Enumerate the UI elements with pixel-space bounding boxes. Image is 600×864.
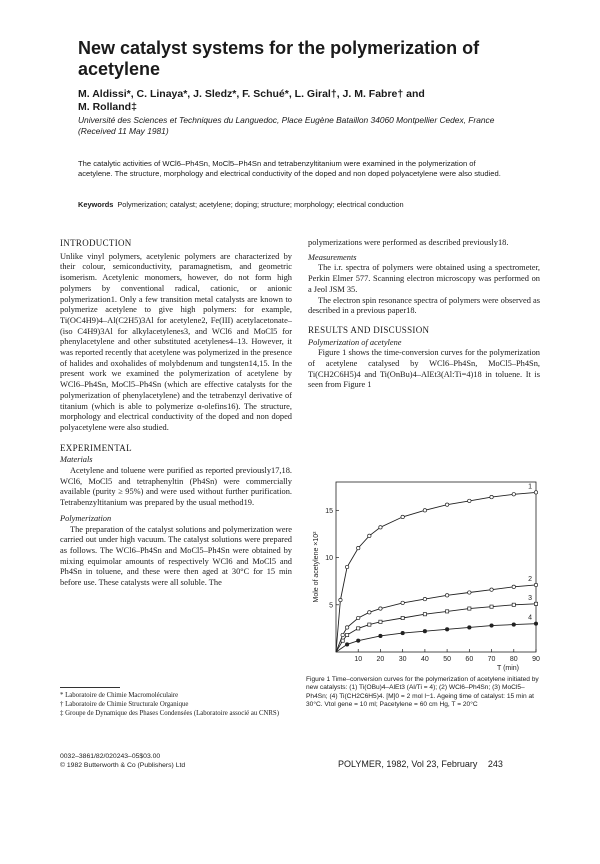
series-1-point-6 xyxy=(401,515,404,518)
keywords xyxy=(78,200,508,210)
series-2-point-7 xyxy=(423,597,426,600)
measurements-heading: Measurements xyxy=(308,252,357,262)
series-4-point-7 xyxy=(468,626,471,629)
series-1-point-8 xyxy=(445,503,448,506)
series-1-point-12 xyxy=(534,491,537,494)
series-4-point-10 xyxy=(534,622,537,625)
footnote-rule xyxy=(60,687,120,688)
copyright: © 1982 Butterworth & Co (Publishers) Ltd xyxy=(60,762,186,769)
figure-1-chart xyxy=(300,460,550,675)
publication-info xyxy=(60,752,300,770)
series-2-point-5 xyxy=(379,607,382,610)
series-3-point-7 xyxy=(423,613,426,616)
introduction-text: Unlike vinyl polymers, acetylenic polymers are characterized by their colour, semiconductivity, paramagnetism, and geometric isomerism. Acetylenic monomers, however, do not form high polymers by conventional radical, cationic, or anionic polymerization1. Only a few transition metal catalysts are known to polymerize acetylene to give high polymers: for example, Ti(OC4H9)4–Al(C2H5)3Al for acetylene2, Fe(III) acetylacetonate–(iso C4H9)3Al for alkylacetylenes3, and WCl6 and MoCl5 for phenylacetylene and other substituted acetylenes4–13. However, it was reported recently that acetylene was polymerized in the presence of halides and oxohalides of molybdenum and tungsten14,15. In the present work we examined the polymerization of acetylene by WCl6–Ph4Sn, MoCl5–Ph4Sn (which are effective catalysts for the polymerization of phenylacetylene) and the tetrabenzyl derivative of titanium (which is able to polymerize α-olefins16). The structure, morphology and electrical conductivity of the doped and non doped polyacetylene were also studied. xyxy=(60,251,292,432)
author-list xyxy=(78,88,498,114)
received-date: (Received 11 May 1981) xyxy=(78,126,169,136)
y-tick-label-2: 15 xyxy=(325,507,333,515)
series-line-4 xyxy=(336,624,536,652)
left-column xyxy=(60,238,292,589)
series-2-point-6 xyxy=(401,601,404,604)
series-2-point-10 xyxy=(490,588,493,591)
keywords-label: Keywords xyxy=(78,200,114,209)
series-4-point-3 xyxy=(379,634,382,637)
x-tick-label-7: 80 xyxy=(509,656,518,663)
series-3-point-10 xyxy=(490,605,493,608)
series-4-point-2 xyxy=(357,639,360,642)
series-1-point-2 xyxy=(345,565,348,568)
series-3-point-4 xyxy=(368,623,371,626)
affiliation-block xyxy=(78,115,508,137)
series-label-4: 4 xyxy=(528,614,532,622)
y-tick-label-1: 10 xyxy=(325,555,333,563)
introduction-heading: INTRODUCTION xyxy=(60,238,132,248)
right-column xyxy=(308,238,540,391)
series-4-point-6 xyxy=(445,628,448,631)
series-3-point-8 xyxy=(446,610,449,613)
x-axis-label: T (min) xyxy=(496,665,520,672)
series-1-point-1 xyxy=(339,598,342,601)
page-number: 243 xyxy=(487,759,503,769)
series-4-point-8 xyxy=(490,624,493,627)
series-line-2 xyxy=(336,585,536,652)
continuation-text: polymerizations were performed as described previously18. xyxy=(308,238,509,247)
footnote-2: † Laboratoire de Chimie Structurale Organique xyxy=(60,701,189,708)
series-2-point-4 xyxy=(368,611,371,614)
experimental-heading: EXPERIMENTAL xyxy=(60,442,132,453)
authors-line-2: M. Rolland‡ xyxy=(78,101,137,113)
series-4-point-1 xyxy=(345,643,348,646)
x-tick-label-5: 60 xyxy=(465,656,474,663)
series-label-2: 2 xyxy=(528,575,532,583)
series-3-point-5 xyxy=(379,620,382,623)
series-3-point-12 xyxy=(534,602,537,605)
series-4-point-4 xyxy=(401,631,404,634)
series-2-point-3 xyxy=(357,616,360,619)
series-2-point-1 xyxy=(341,633,344,636)
series-2-point-9 xyxy=(468,591,471,594)
x-tick-label-8: 90 xyxy=(532,656,540,663)
figure-caption: Figure 1 Time–conversion curves for the polymerization of acetylene initiated by new catalysts: (1) Ti(OBu)4–AlEt3 (Al/Ti = 4); (2) WCl6–Ph4Sn; (3) MoCl5–Ph4Sn; (4) Ti(CH2C6H5)4. [M]0 = 2 mol l−1. Ageing time of catalyst: 15 min at 30°C. Vtol gene = 10 ml; Pacetylene = 60 cm Hg, T = 20°C xyxy=(306,676,539,709)
series-line-1 xyxy=(336,492,536,652)
measurements-text: The i.r. spectra of polymers were obtained using a spectrometer, Perkin Elmer 577. Scanning electron microscopy was performed on a Jeol JSM 35. xyxy=(308,263,540,294)
series-label-3: 3 xyxy=(528,594,532,602)
x-tick-label-3: 40 xyxy=(420,656,429,663)
series-2-point-2 xyxy=(345,626,348,629)
materials-heading: Materials xyxy=(60,455,93,465)
series-1-point-5 xyxy=(379,526,382,529)
series-4-point-5 xyxy=(423,630,426,633)
series-3-point-3 xyxy=(357,627,360,630)
materials-text: Acetylene and toluene were purified as reported previously17,18. WCl6, MoCl5 and tetraphenyltin (Ph4Sn) were commercially available (purity ≥ 95%) and were used without further purification. Tetrabenzyltitanium was prepared by the usual method19. xyxy=(60,466,292,508)
series-3-point-11 xyxy=(512,603,515,606)
series-3-point-2 xyxy=(346,633,349,636)
series-3-point-6 xyxy=(401,616,404,619)
series-line-3 xyxy=(336,604,536,652)
series-1-point-11 xyxy=(512,493,515,496)
series-4-point-9 xyxy=(512,623,515,626)
keywords-text: Polymerization; catalyst; acetylene; doping; structure; morphology; electrical conduction xyxy=(117,200,404,209)
series-1-point-10 xyxy=(490,495,493,498)
results-heading: RESULTS AND DISCUSSION xyxy=(308,324,430,335)
series-2-point-8 xyxy=(445,594,448,597)
polymerization-heading: Polymerization xyxy=(60,513,112,523)
footnote-3: ‡ Groupe de Dynamique des Phases Condensées (Laboratoire associé au CNRS) xyxy=(60,710,279,717)
series-1-point-7 xyxy=(423,509,426,512)
series-2-point-11 xyxy=(512,585,515,588)
article-title: New catalyst systems for the polymerization of acetylene xyxy=(78,38,480,79)
y-tick-label-0: 5 xyxy=(329,602,333,610)
esr-text: The electron spin resonance spectra of polymers were observed as described in a previous paper18. xyxy=(308,295,540,316)
abstract: The catalytic activities of WCl6–Ph4Sn, MoCl5–Ph4Sn and tetrabenzyltitanium were examined in the polymerization of acetylene. The structure, morphology and electrical conductivity of the doped and non doped polyacetylene were also studied. xyxy=(78,159,501,178)
journal-footer xyxy=(338,759,503,769)
series-1-point-9 xyxy=(468,499,471,502)
x-tick-label-4: 50 xyxy=(443,656,452,663)
series-1-point-3 xyxy=(357,546,360,549)
y-axis-label: Mole of acetylene ×10² xyxy=(313,531,320,603)
x-tick-label-2: 30 xyxy=(398,656,407,663)
polymerization-text: The preparation of the catalyst solutions and polymerization were carried out under high vacuum. The catalyst solutions were prepared as follows. The WCl6–Ph4Sn and MoCl5–Ph4Sn were obtained by mixing equimolar amounts of respectively WCl6 and MoCl5 and Ph4Sn in toluene, and these were then aged at 30°C for 15 min before use. These catalysts were all soluble. The xyxy=(60,524,292,588)
results-subheading: Polymerization of acetylene xyxy=(308,337,402,347)
footnotes xyxy=(60,691,292,718)
issn: 0032–3861/82/020243–05$03.00 xyxy=(60,753,161,760)
journal-name: POLYMER, 1982, Vol 23, February xyxy=(338,759,478,769)
affiliation: Université des Sciences et Techniques du Languedoc, Place Eugène Bataillon 34060 Montpellier Cedex, France xyxy=(78,115,495,125)
series-3-point-1 xyxy=(341,639,344,642)
x-tick-label-0: 10 xyxy=(354,656,363,663)
results-text: Figure 1 shows the time-conversion curves for the polymerization of acetylene catalysed by WCl6–Ph4Sn, MoCl5–Ph4Sn, Ti(CH2C6H5)4 and Ti(OnBu)4–AlEt3(Al:Ti=4)18 in toluene. It is seen from Figure 1 xyxy=(308,348,540,390)
x-tick-label-6: 70 xyxy=(487,656,496,663)
x-tick-label-1: 20 xyxy=(376,656,385,663)
series-2-point-12 xyxy=(534,583,537,586)
series-label-1: 1 xyxy=(528,483,532,491)
footnote-1: * Laboratoire de Chimie Macromoléculaire xyxy=(60,692,179,699)
series-3-point-9 xyxy=(468,607,471,610)
authors-line-1: M. Aldissi*, C. Linaya*, J. Sledz*, F. Schué*, L. Giral†, J. M. Fabre† and xyxy=(78,88,425,100)
series-1-point-4 xyxy=(368,534,371,537)
